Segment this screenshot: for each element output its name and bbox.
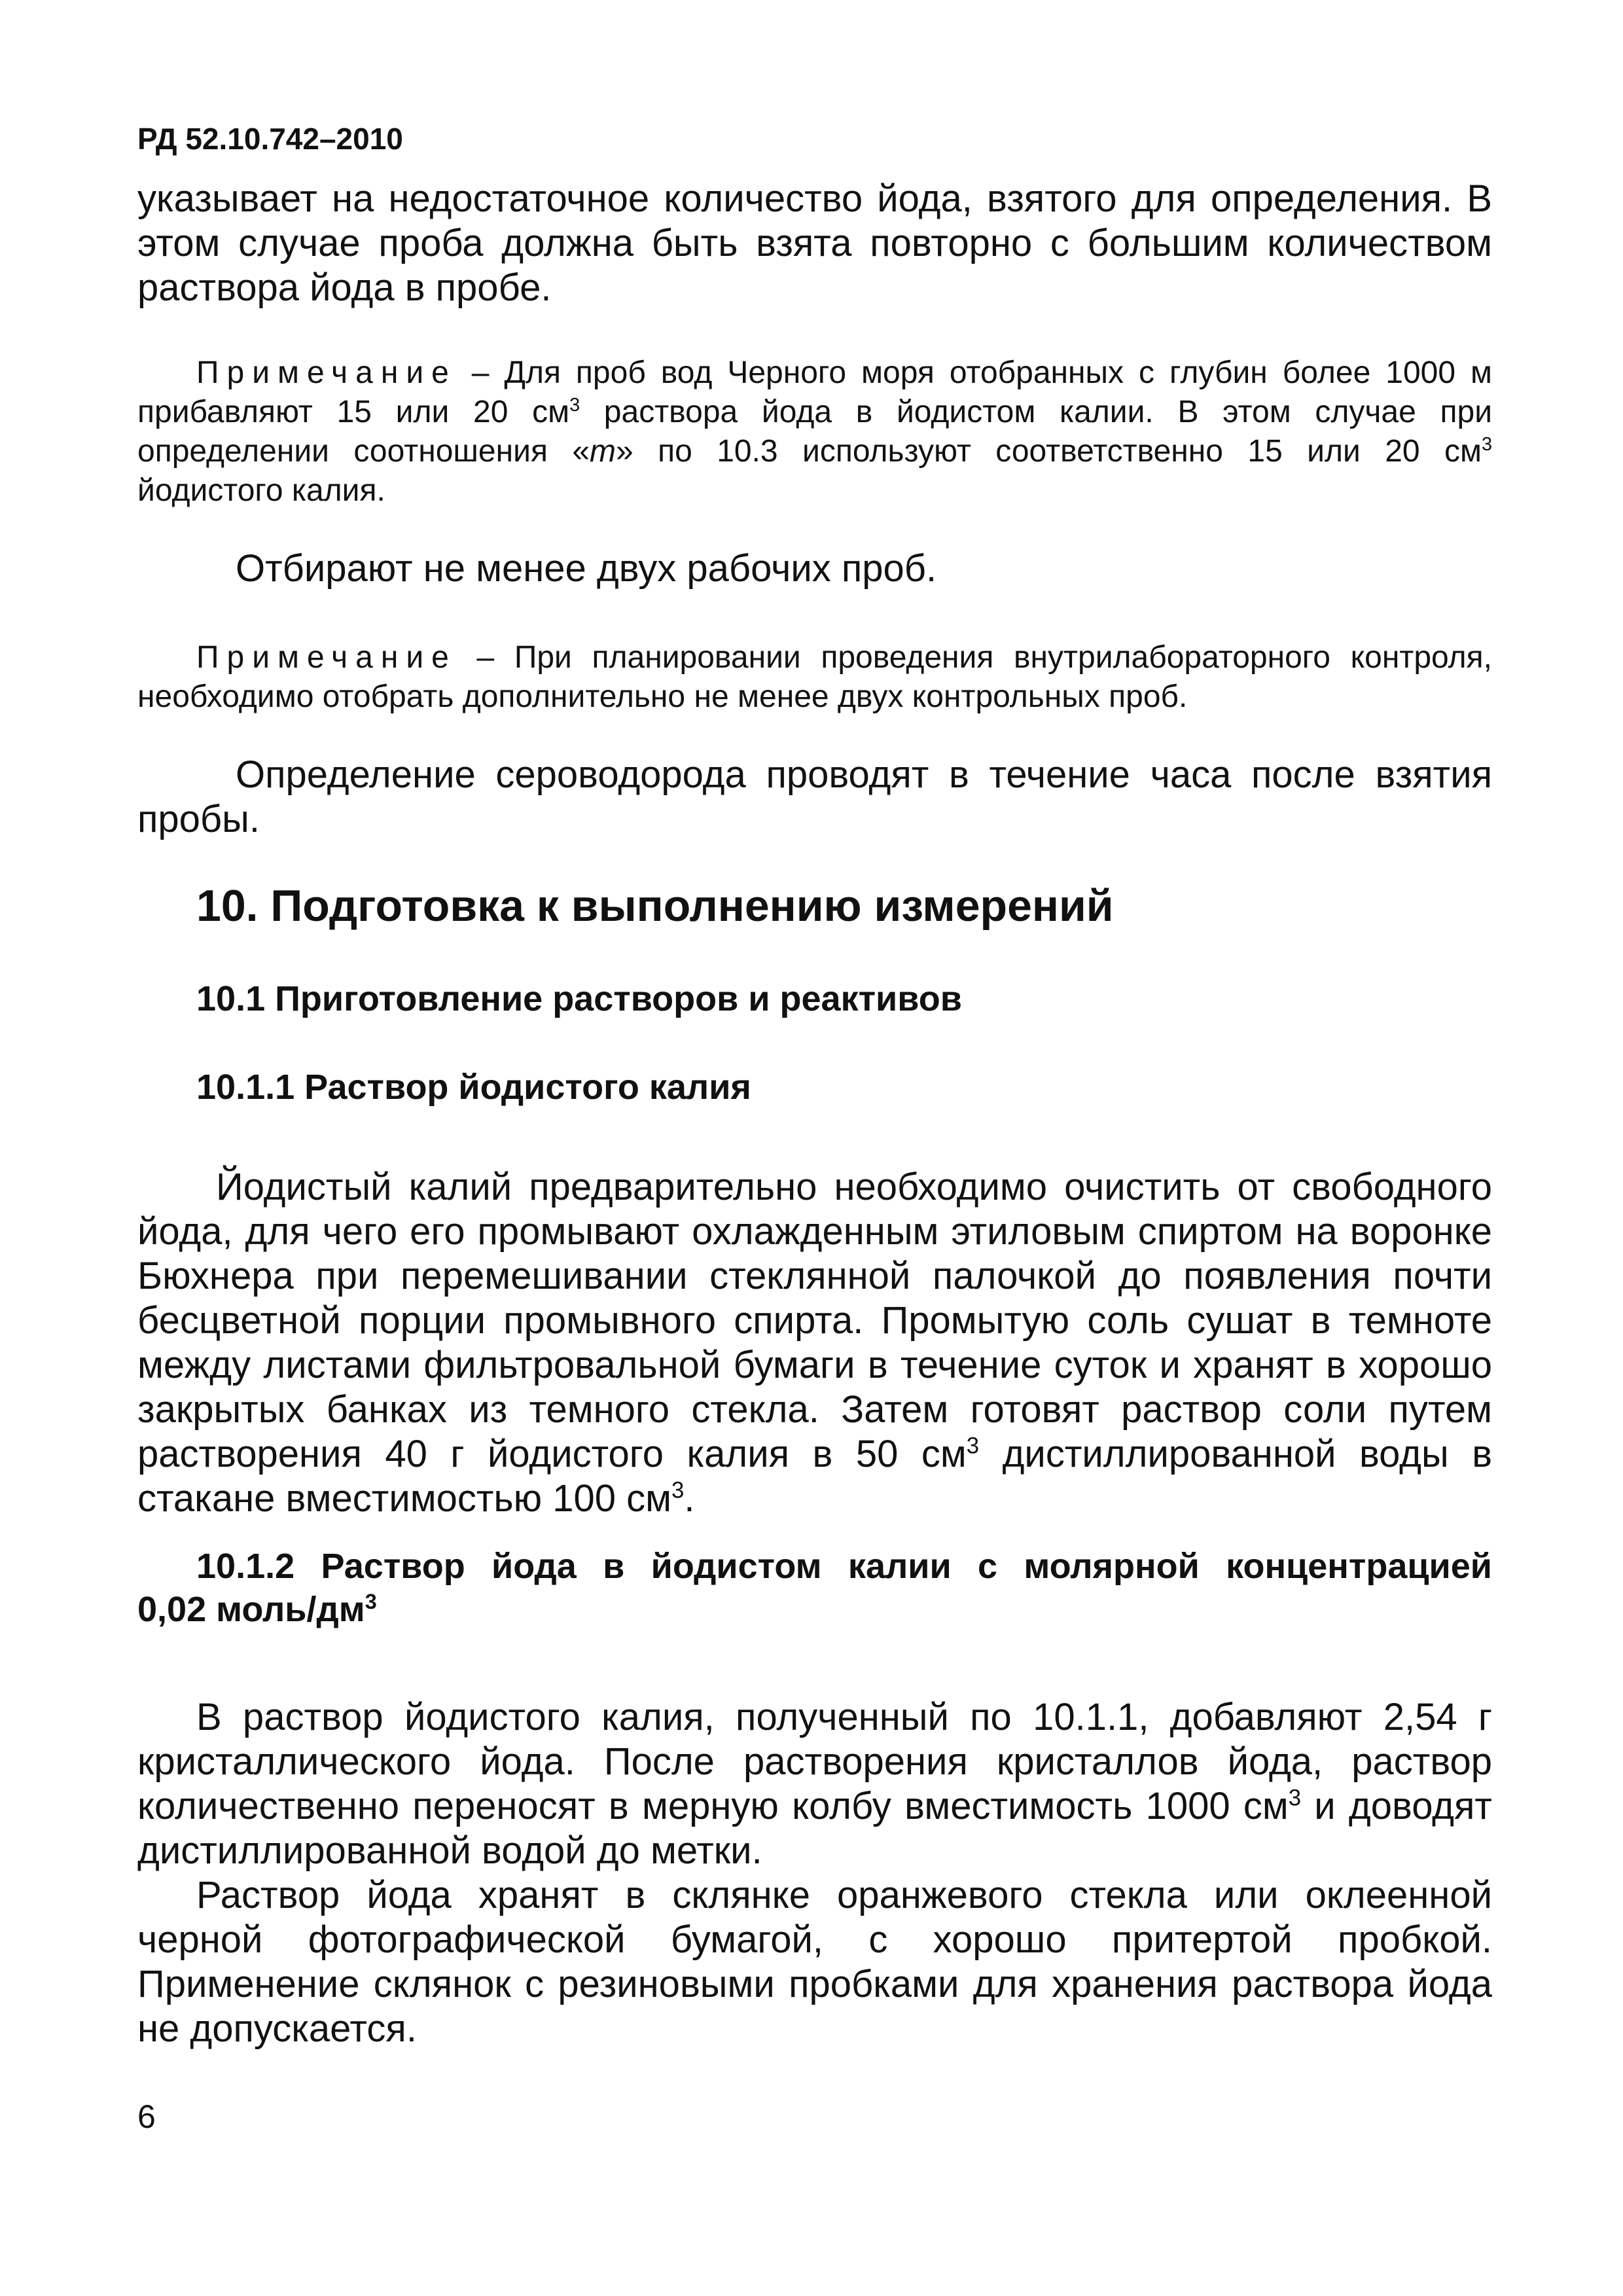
paragraph-10-1-2-a — [137, 1695, 1492, 1873]
text-line: В раствор йодистого калия, полученный по 10.1.1, добавляют 2,54 г — [196, 1696, 1492, 1738]
text-line: стакане вместимостью 100 $см^3$. — [137, 1477, 695, 1520]
text-line: прибавляют 15 или 20 $см^3$ раствора йода в йодистом калии. В этом случае при — [137, 395, 1493, 429]
text-line: указывает на недостаточное количество йода, взятого для определения. В — [137, 177, 1492, 220]
section-heading-10-1-2 — [137, 1545, 1492, 1631]
section-heading-10-1-1: 10.1.1 Раствор йодистого калия — [196, 1067, 751, 1107]
note-label: Примечание — [196, 640, 457, 675]
document-code: РД 52.10.742–2010 — [137, 122, 403, 156]
text-line: йодистого калия. — [137, 473, 385, 508]
paragraph-2: Отбирают не менее двух рабочих проб. — [236, 547, 937, 590]
text-line: Применение склянок с резиновыми пробками для хранения раствора йода — [137, 1963, 1492, 2005]
text-line: Бюхнера при перемешивании стеклянной палочкой до появления почти — [137, 1255, 1492, 1297]
text-line: бесцветной порции промывного спирта. Промытую соль сушат в темноте — [137, 1299, 1492, 1342]
text-line: не допускается. — [137, 2007, 417, 2050]
text-line: пробы. — [137, 798, 260, 840]
note-label: Примечание — [196, 355, 457, 390]
text-line: Примечание – Для проб вод Черного моря отобранных с глубин более 1000 м — [196, 355, 1492, 390]
text-line: раствора йода в пробе. — [137, 266, 552, 309]
text-line: определении соотношения «m» по 10.3 используют соответственно 15 или 20 $см^3$ — [137, 434, 1493, 469]
section-heading-10-1: 10.1 Приготовление растворов и реактивов — [196, 979, 962, 1018]
text-line: Раствор йода хранят в склянке оранжевого стекла или оклеенной — [196, 1874, 1492, 1916]
text-line: между листами фильтровальной бумаги в течение суток и хранят в хорошо — [137, 1344, 1492, 1386]
note-1 — [137, 353, 1492, 511]
text-line: этом случае проба должна быть взята повторно с большим количеством — [137, 222, 1492, 264]
paragraph-1 — [137, 177, 1492, 310]
text-line: количественно переносят в мерную колбу вместимость 1000 $см^3$ и доводят — [137, 1785, 1492, 1827]
text-line: дистиллированной водой до метки. — [137, 1829, 762, 1872]
paragraph-10-1-1 — [137, 1165, 1492, 1521]
note-2 — [137, 638, 1492, 717]
heading-line: 10.1.2 Раствор йода в йодистом калии с молярной концентрацией — [196, 1547, 1492, 1586]
text-line: черной фотографической бумагой, с хорошо притертой пробкой. — [137, 1918, 1492, 1961]
text-line: растворения 40 г йодистого калия в 50 $см^3$ дистиллированной воды в — [137, 1433, 1493, 1475]
text-line: Примечание – При планировании проведения внутрилабораторного контроля, — [196, 640, 1492, 675]
paragraph-3 — [137, 753, 1492, 842]
text-line: кристаллического йода. После растворения кристаллов йода, раствор — [137, 1740, 1492, 1783]
text-line: Йодистый калий предварительно необходимо очистить от свободного — [216, 1166, 1492, 1208]
paragraph-10-1-2-b — [137, 1873, 1492, 2051]
page-number: 6 — [137, 2098, 156, 2135]
text-line: Определение сероводорода проводят в течение часа после взятия — [236, 753, 1492, 796]
heading-line: 0,02 моль/$дм^3$ — [137, 1590, 377, 1629]
text-line: закрытых банках из темного стекла. Затем готовят раствор соли путем — [137, 1388, 1492, 1431]
section-heading-10: 10. Подготовка к выполнению измерений — [196, 881, 1114, 931]
text-line: йода, для чего его промывают охлажденным этиловым спиртом на воронке — [137, 1210, 1492, 1253]
text-line: необходимо отобрать дополнительно не менее двух контрольных проб. — [137, 679, 1188, 714]
